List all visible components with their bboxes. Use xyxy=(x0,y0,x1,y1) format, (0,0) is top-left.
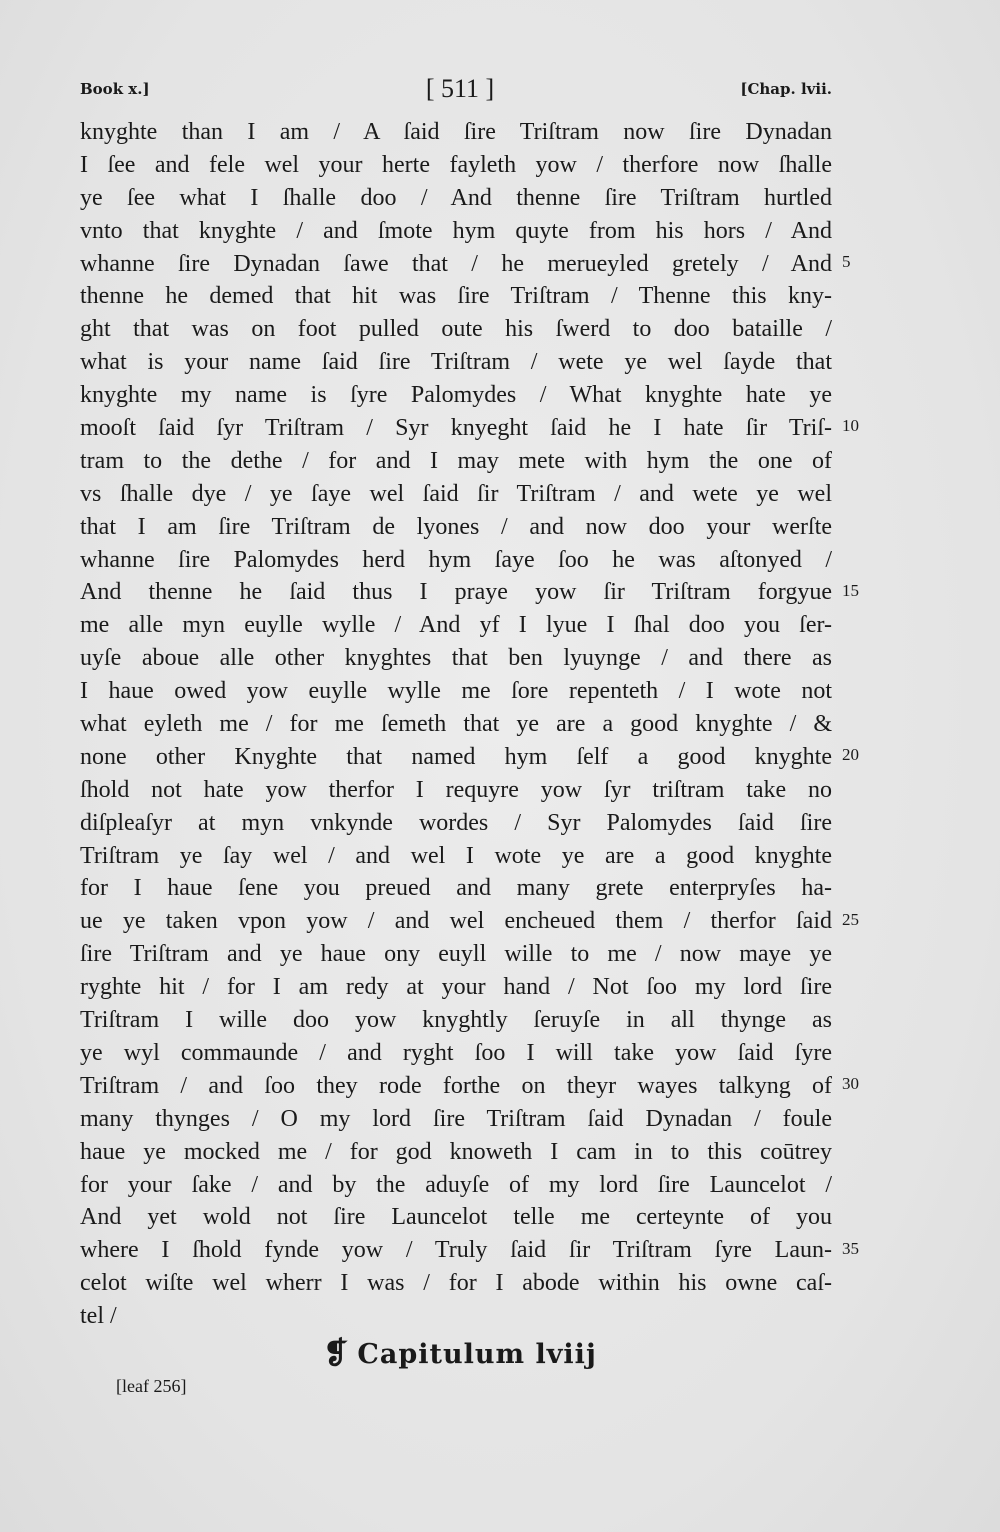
line-number: 15 xyxy=(842,580,859,600)
text-line: for I haue ſene you preued and many grete enterpryſes ha- xyxy=(80,875,832,902)
page-number: [ 511 ] xyxy=(425,74,495,103)
text-line: Triſtram / and ſoo they rode forthe on theyr wayes talkyng of xyxy=(80,1072,832,1099)
text-line: And yet wold not ſire Launcelot telle me certeynte of you xyxy=(80,1204,832,1231)
line-number: 30 xyxy=(842,1074,859,1094)
text-line: where I ſhold fynde yow / Truly ſaid ſir Triſtram ſyre Laun- xyxy=(80,1237,832,1264)
text-line: Triſtram ye ſay wel / and wel I wote ye are a good knyghte xyxy=(80,842,832,869)
chapter-title: Capitulum lviij xyxy=(357,1339,597,1370)
text-line: what eyleth me / for me ſemeth that ye are a good knyghte / & xyxy=(80,711,832,738)
text-line: Triſtram I wille doo yow knyghtly ſeruyſe in all thynge as xyxy=(80,1007,832,1034)
text-line: ſhold not hate yow therfor I requyre yow ſyr triſtram take no xyxy=(80,776,832,803)
text-line: I ſee and fele wel your herte fayleth yow / therfore now ſhalle xyxy=(80,151,832,178)
text-line: I haue owed yow euylle wylle me ſore repenteth / I wote not xyxy=(80,678,832,705)
book-number: Book x.] xyxy=(80,80,150,98)
line-number: 25 xyxy=(842,909,859,929)
line-number: 20 xyxy=(842,745,859,765)
text-line: many thynges / O my lord ſire Triſtram ſaid Dynadan / foule xyxy=(80,1105,832,1132)
paragraph-mark-icon: ❡ xyxy=(323,1336,350,1371)
text-line: uyſe aboue alle other knyghtes that ben lyuynge / and there as xyxy=(80,645,832,672)
text-line: And thenne he ſaid thus I praye yow ſir Triſtram forgyue xyxy=(80,579,832,606)
running-header xyxy=(80,74,832,108)
text-line: none other Knyghte that named hym ſelf a good knyghte xyxy=(80,743,832,770)
text-line: vs ſhalle dye / ye ſaye wel ſaid ſir Triſtram / and wete ye wel xyxy=(80,480,832,507)
text-line: thenne he demed that hit was ſire Triſtram / Thenne this kny- xyxy=(80,283,832,310)
text-line: ſire Triſtram and ye haue ony euyll wille to me / now maye ye xyxy=(80,941,832,968)
text-line: tel / xyxy=(80,1303,117,1330)
text-line: diſpleaſyr at myn vnkynde wordes / Syr Palomydes ſaid ſire xyxy=(80,809,832,836)
text-line: ryghte hit / for I am redy at your hand / Not ſoo my lord ſire xyxy=(80,974,832,1001)
text-line: haue ye mocked me / for god knoweth I cam in to this coūtrey xyxy=(80,1138,832,1165)
line-number: 5 xyxy=(842,251,851,271)
chapter-number: [Chap. lvii. xyxy=(740,80,832,98)
text-line: ght that was on foot pulled oute his ſwerd to doo bataille / xyxy=(80,316,832,343)
text-line: knyghte than I am / A ſaid ſire Triſtram now ſire Dynadan xyxy=(80,119,832,145)
text-line: vnto that knyghte / and ſmote hym quyte from his hors / And xyxy=(80,217,832,244)
line-number: 10 xyxy=(842,416,859,436)
text-line: that I am ſire Triſtram de lyones / and now doo your werſte xyxy=(80,513,832,540)
text-line: ue ye taken vpon yow / and wel encheued them / therfor ſaid xyxy=(80,908,832,935)
text-line: celot wiſte wel wherr I was / for I abode within his owne caſ- xyxy=(80,1270,832,1297)
text-line: what is your name ſaid ſire Triſtram / wete ye wel ſayde that xyxy=(80,349,832,376)
text-line: ye ſee what I ſhalle doo / And thenne ſire Triſtram hurtled xyxy=(80,184,832,211)
chapter-heading xyxy=(300,1336,620,1371)
text-line: for your ſake / and by the aduyſe of my lord ſire Launcelot / xyxy=(80,1171,832,1198)
text-line: whanne ſire Palomydes herd hym ſaye ſoo he was aſtonyed / xyxy=(80,546,832,573)
text-line: ye wyl commaunde / and ryght ſoo I will take yow ſaid ſyre xyxy=(80,1039,832,1066)
text-line: me alle myn euylle wylle / And yf I lyue I ſhal doo you ſer- xyxy=(80,612,832,639)
text-line: mooſt ſaid ſyr Triſtram / Syr knyeght ſaid he I hate ſir Triſ- xyxy=(80,415,832,442)
text-line: whanne ſire Dynadan ſawe that / he merueyled gretely / And xyxy=(80,250,832,277)
line-number: 35 xyxy=(842,1238,859,1258)
text-line: knyghte my name is ſyre Palomydes / What knyghte hate ye xyxy=(80,382,832,409)
body-text xyxy=(80,116,859,1333)
text-line: tram to the dethe / for and I may mete with hym the one of xyxy=(80,447,832,474)
leaf-note: [leaf 256] xyxy=(116,1376,187,1396)
